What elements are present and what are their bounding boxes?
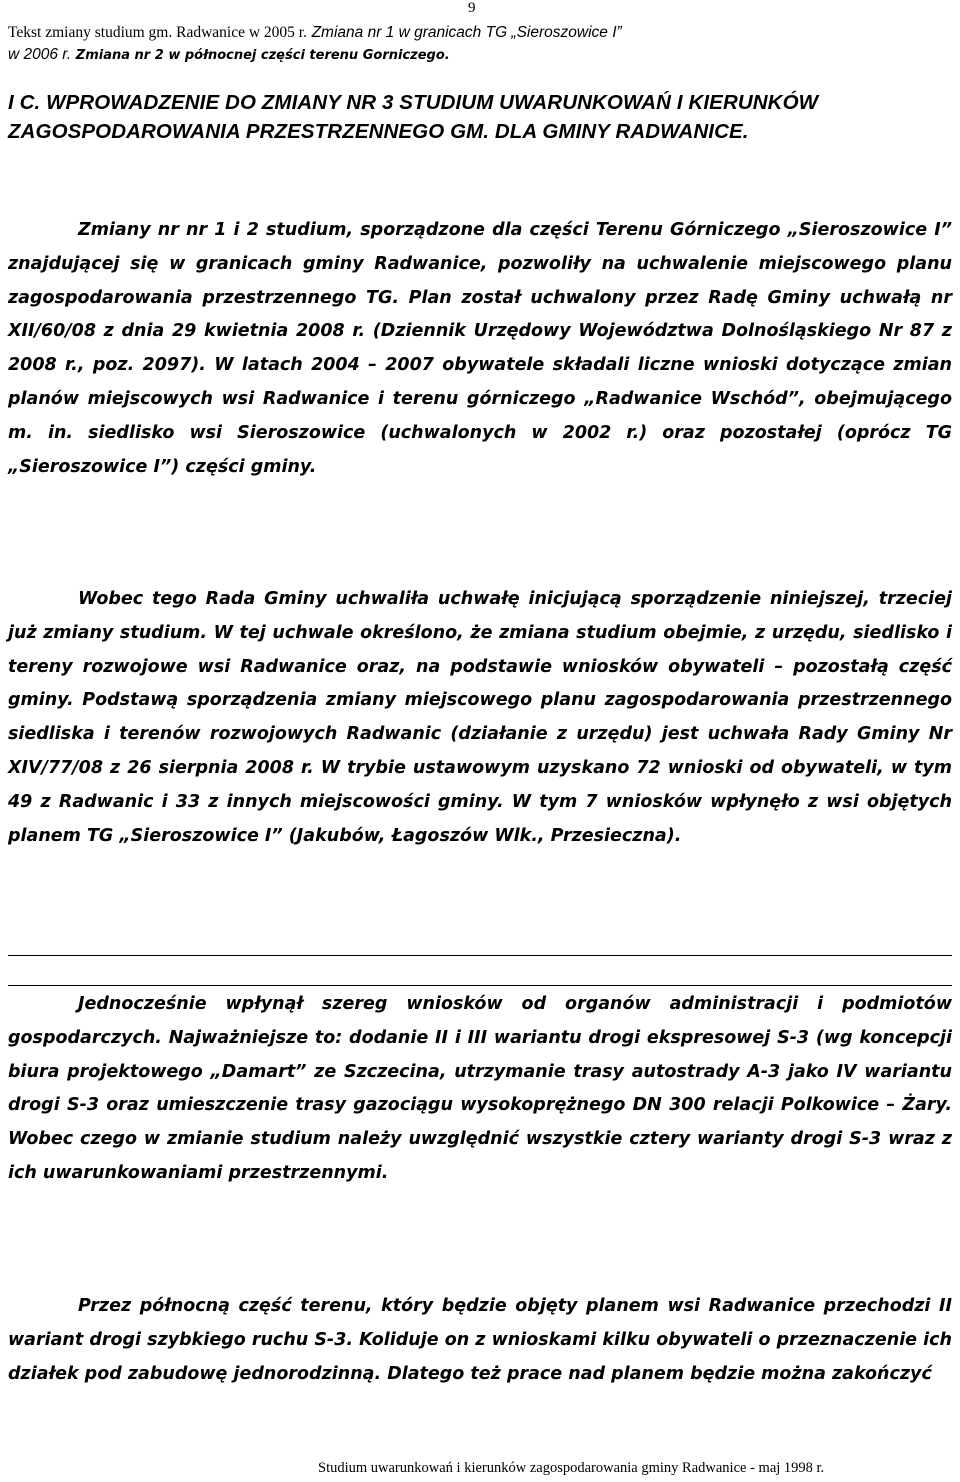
paragraph-3: Jednocześnie wpłynął szereg wniosków od organów administracji i podmiotów gospodarczych. Najważniejsze to: dodanie II i III wariantu drogi ekspresowej S-3 (wg koncepcji biura projektowego „Damart” ze Szczecina, utrzymanie trasy autostrady A-3 jako IV wariantu drogi S-3 oraz umieszczenie trasy gazociągu wysokoprężnego DN 300 relacji Polkowice – Żary. Wobec czego w zmianie studium należy uwzględnić wszystkie cztery warianty drogi S-3 wraz z ich uwarunkowaniami przestrzennymi. (8, 994, 952, 1183)
running-footer: Studium uwarunkowań i kierunków zagospodarowania gminy Radwanice - maj 1998 r. (318, 1460, 825, 1476)
page-number: 9 (468, 0, 476, 16)
horizontal-rule (8, 985, 952, 986)
chapter-title: I C. WPROWADZENIE DO ZMIANY NR 3 STUDIUM UWARUNKOWAŃ I KIERUNKÓW ZAGOSPODAROWANIA PRZESTRZENNEGO GM. DLA GMINY RADWANICE. (8, 91, 819, 143)
paragraph-4: Przez północną część terenu, który będzie objęty planem wsi Radwanice przechodzi II wariant drogi szybkiego ruchu S-3. Koliduje on z wnioskami kilku obywateli o przeznaczenie ich działek pod zabudowę jednorodzinną. Dlatego też prace nad planem będzie można zakończyć (8, 1296, 952, 1384)
paragraph-2: Wobec tego Rada Gminy uchwaliła uchwałę inicjującą sporządzenie niniejszej, trzeciej już zmiany studium. W tej uchwale określono, że zmiana studium obejmie, z urzędu, siedlisko i tereny rozwojowe wsi Radwanice oraz, na podstawie wniosków obywateli – pozostałą część gminy. Podstawą sporządzenia zmiany miejscowego planu zagospodarowania przestrzennego siedliska i terenów rozwojowych Radwanic (działanie z urzędu) jest uchwała Rady Gminy Nr XIV/77/08 z 26 sierpnia 2008 r. W trybie ustawowym uzyskano 72 wnioski od obywateli, w tym 49 z Radwanic i 33 z innych miejscowości gminy. W tym 7 wniosków wpłynęło z wsi objętych planem TG „Sieroszowice I” (Jakubów, Łagoszów Wlk., Przesieczna). (8, 589, 952, 846)
header-italic-text-1: Zmiana nr 1 w granicach TG „Sieroszowice I” (311, 24, 622, 41)
header-italic-text-2: w 2006 r. (8, 46, 72, 63)
header-serif-text: Tekst zmiany studium gm. Radwanice w 2005 r. (8, 24, 307, 41)
header-small-text: Zmiana nr 2 w północnej części terenu Gorniczego. (75, 48, 450, 63)
horizontal-rule (8, 955, 952, 956)
paragraph-1: Zmiany nr nr 1 i 2 studium, sporządzone dla części Terenu Górniczego „Sieroszowice I” znajdującej się w granicach gminy Radwanice, pozwoliły na uchwalenie miejscowego planu zagospodarowania przestrzennego TG. Plan został uchwalony przez Radę Gminy uchwałą nr XII/60/08 z dnia 29 kwietnia 2008 r. (Dziennik Urzędowy Województwa Dolnośląskiego Nr 87 z 2008 r., poz. 2097). W latach 2004 – 2007 obywatele składali liczne wnioski dotyczące zmian planów miejscowych wsi Radwanice i terenu górniczego „Radwanice Wschód”, obejmującego m. in. siedlisko wsi Sieroszowice (uchwalonych w 2002 r.) oraz pozostałej (oprócz TG „Sieroszowice I”) części gminy. (8, 220, 952, 477)
running-header (8, 22, 952, 67)
